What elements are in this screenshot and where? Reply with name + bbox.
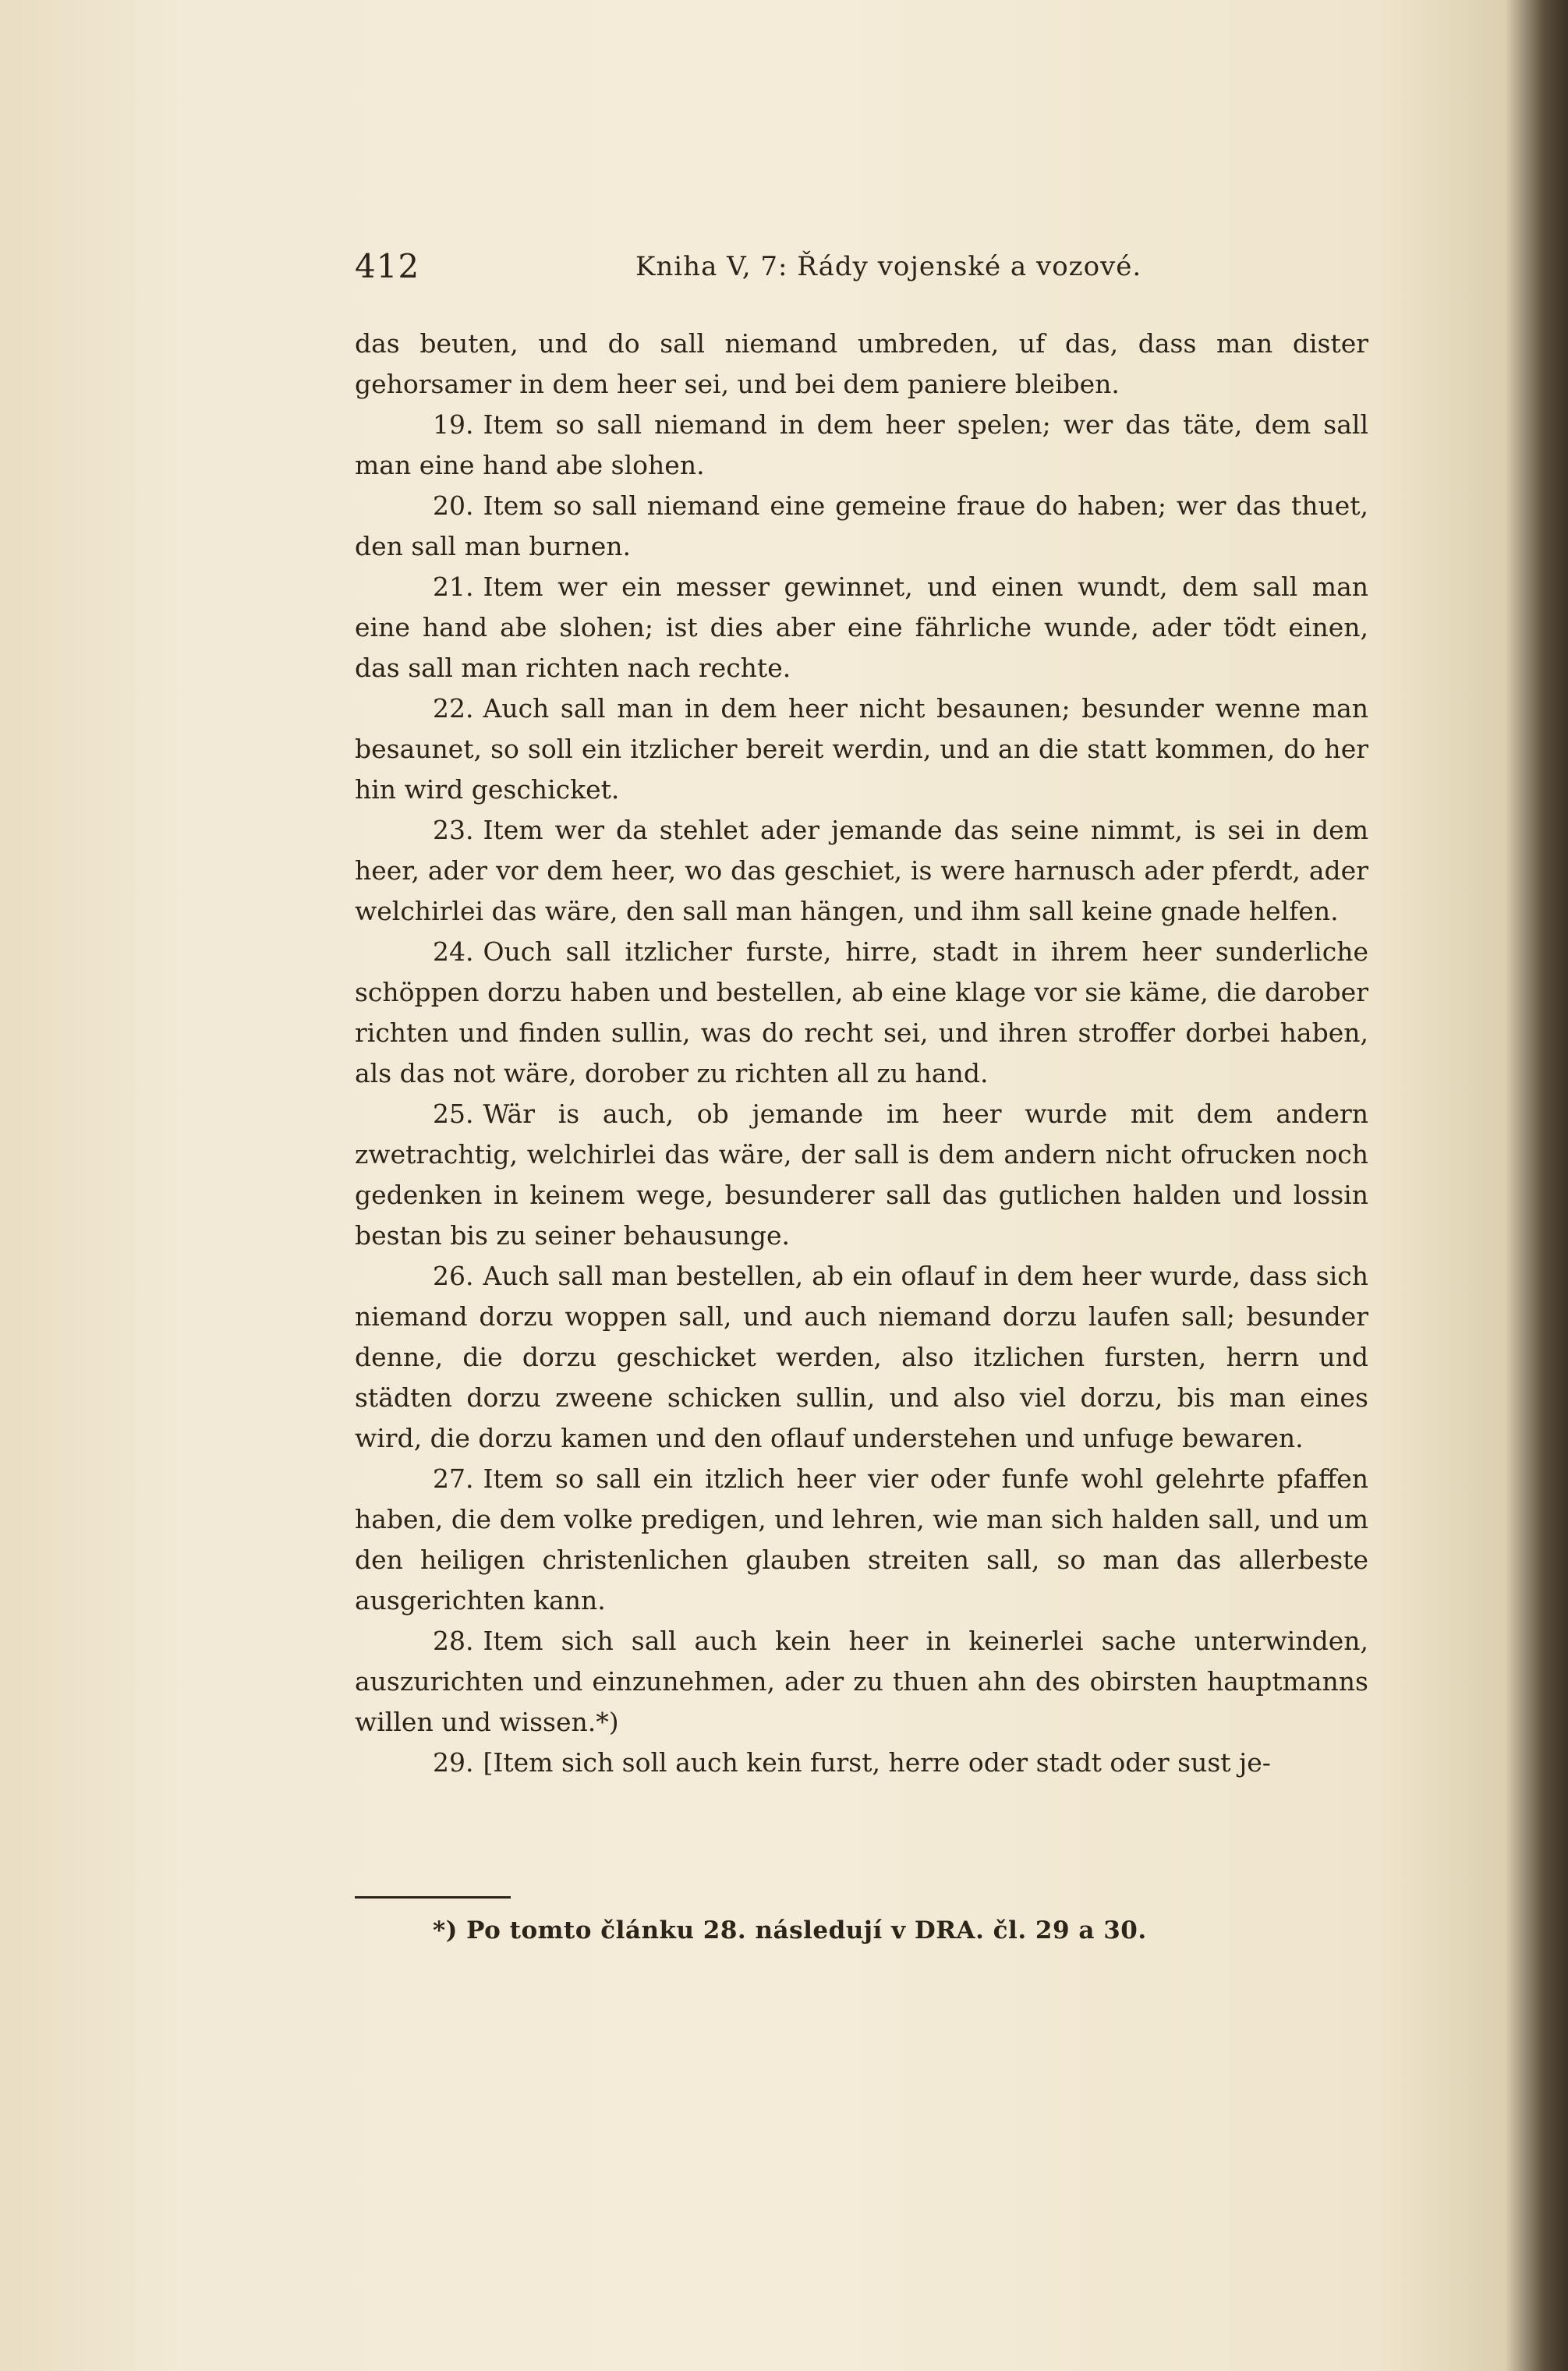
article-27 — [355, 1459, 1368, 1621]
article-25 — [355, 1094, 1368, 1256]
paragraph-text: Item sich sall auch kein heer in keinerlei sache unterwinden, auszurichten und einzunehmen, ader zu thuen ahn des obirsten hauptmanns willen und wissen.*) — [355, 1626, 1368, 1737]
paragraph-text: Item wer da stehlet ader jemande das seine nimmt, is sei in dem heer, ader vor dem heer, wo das geschiet, is were harnusch ader pferdt, ader welchirlei das wäre, den sall man hängen, und ihm sall keine gnade helfen. — [355, 815, 1368, 926]
paragraph-text: das beuten, und do sall niemand umbreden, uf das, dass man dister gehorsamer in dem heer sei, und bei dem paniere bleiben. — [355, 328, 1368, 399]
article-number: 24. — [433, 936, 474, 967]
paragraph-text: Item so sall niemand eine gemeine fraue do haben; wer das thuet, den sall man burnen. — [355, 490, 1368, 561]
article-number: 23. — [433, 815, 474, 845]
paragraph-text: Auch sall man in dem heer nicht besaunen; besunder wenne man besaunet, so soll ein itzlicher bereit werdin, und an die statt kommen, do her hin wird geschicket. — [355, 693, 1368, 805]
article-21 — [355, 567, 1368, 688]
article-28 — [355, 1621, 1368, 1743]
paragraph-text: Wär is auch, ob jemande im heer wurde mit dem andern zwetrachtig, welchirlei das wäre, der sall is dem andern nicht ofrucken noch gedenken in keinem wege, besunderer sall das gutlichen halden und lossin bestan bis zu seiner behausunge. — [355, 1099, 1368, 1251]
paragraph-text: Ouch sall itzlicher furste, hirre, stadt in ihrem heer sunderliche schöppen dorzu haben und bestellen, ab eine klage vor sie käme, die darober richten und finden sullin, was do recht sei, und ihren stroffer dorbei haben, als das not wäre, dorober zu richten all zu hand. — [355, 936, 1368, 1088]
article-24 — [355, 932, 1368, 1094]
paragraph-text: [Item sich soll auch kein furst, herre oder stadt oder sust je- — [483, 1747, 1271, 1778]
article-23 — [355, 810, 1368, 932]
article-number: 22. — [433, 693, 474, 724]
body-text — [355, 324, 1368, 1783]
paragraph-text: Auch sall man bestellen, ab ein oflauf in dem heer wurde, dass sich niemand dorzu woppen sall, und auch niemand dorzu laufen sall; besunder denne, die dorzu geschicket werden, also itzlichen fursten, herrn und städten dorzu zweene schicken sullin, und also viel dorzu, bis man eines wird, die dorzu kamen und den oflauf understehen und unfuge bewaren. — [355, 1261, 1368, 1453]
footnote: *) Po tomto článku 28. následují v DRA. čl. 29 a 30. — [433, 1916, 1147, 1945]
article-number: 19. — [433, 409, 474, 440]
article-number: 20. — [433, 490, 474, 521]
article-number: 25. — [433, 1099, 474, 1129]
article-22 — [355, 688, 1368, 810]
paragraph-text: Item so sall niemand in dem heer spelen; wer das täte, dem sall man eine hand abe slohen. — [355, 409, 1368, 480]
article-20 — [355, 486, 1368, 567]
running-head: Kniha V, 7: Řády vojenské a vozové. — [635, 251, 1142, 282]
article-19 — [355, 405, 1368, 486]
footnote-divider — [355, 1896, 511, 1899]
article-29 — [355, 1743, 1368, 1783]
page-header — [355, 243, 1368, 290]
article-number: 27. — [433, 1463, 474, 1494]
article-26 — [355, 1256, 1368, 1459]
article-number: 28. — [433, 1626, 474, 1656]
paragraph-text: Item wer ein messer gewinnet, und einen wundt, dem sall man eine hand abe slohen; ist dies aber eine fährliche wunde, ader tödt einen, das sall man richten nach rechte. — [355, 572, 1368, 683]
book-page — [355, 234, 1368, 2183]
paragraph-continuation — [355, 324, 1368, 405]
article-number: 21. — [433, 572, 474, 602]
article-number: 29. — [433, 1747, 474, 1778]
page-number: 412 — [355, 247, 420, 285]
paragraph-text: Item so sall ein itzlich heer vier oder funfe wohl gelehrte pfaffen haben, die dem volke predigen, und lehren, wie man sich halden sall, und um den heiligen christenlichen glauben streiten sall, so man das allerbeste ausgerichten kann. — [355, 1463, 1368, 1615]
article-number: 26. — [433, 1261, 474, 1291]
